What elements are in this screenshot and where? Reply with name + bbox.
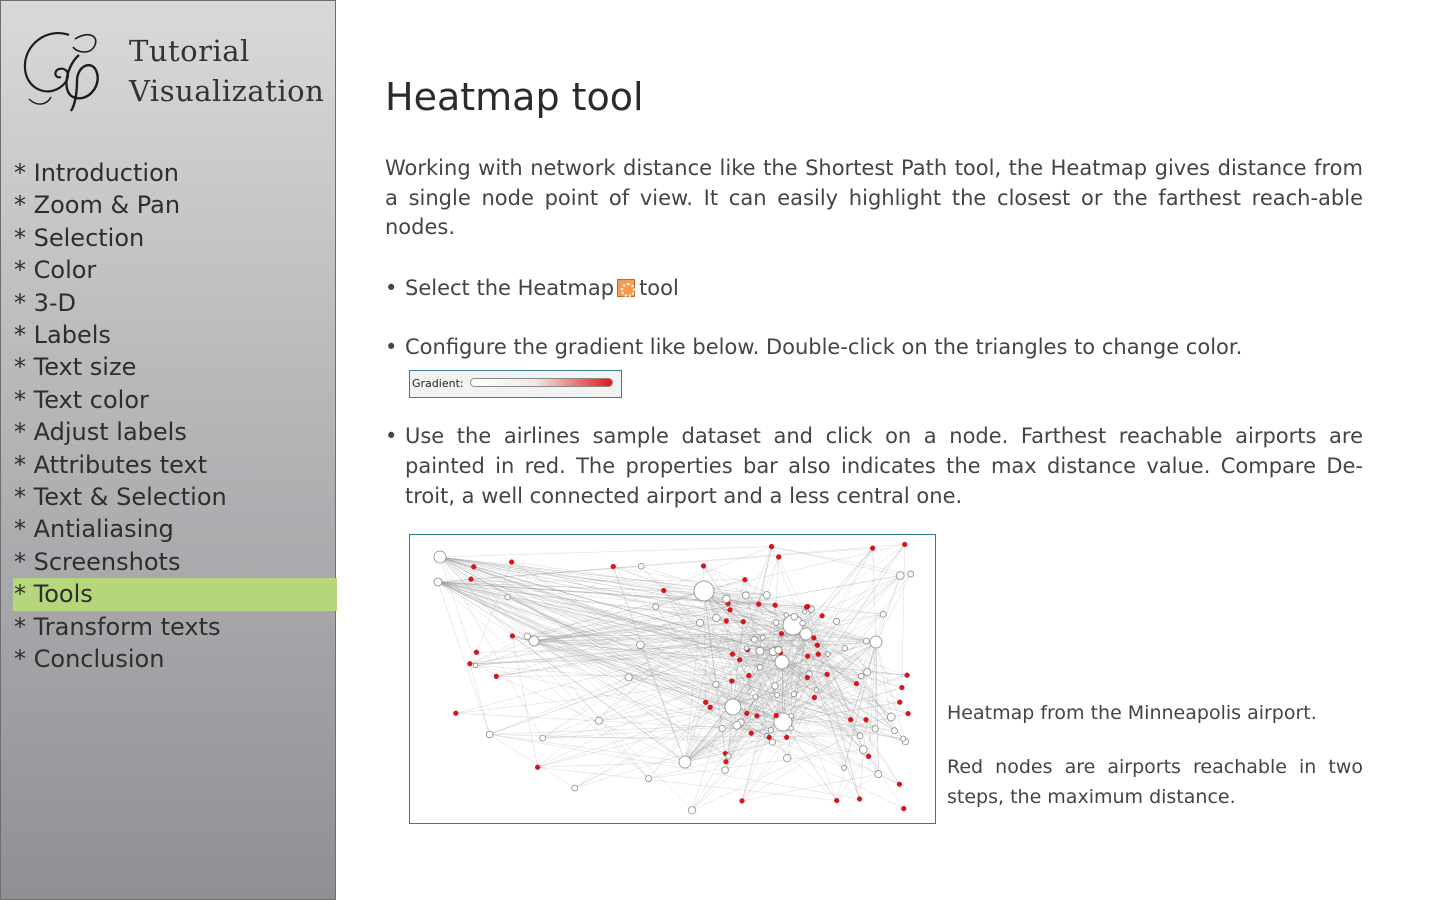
graph-node: [524, 633, 530, 639]
graph-node-red: [815, 643, 820, 648]
graph-node-red: [728, 608, 733, 613]
graph-node-red: [474, 650, 479, 655]
nav-item-text-size[interactable]: * Text size: [14, 353, 137, 382]
nav-item-tools[interactable]: * Tools: [13, 578, 337, 610]
graph-node-red: [730, 652, 735, 657]
graph-node: [434, 551, 446, 563]
gradient-label: Gradient:: [412, 377, 464, 390]
graph-node: [688, 807, 695, 814]
graph-node: [742, 592, 749, 599]
nav-item-text-selection[interactable]: * Text & Selection: [14, 483, 227, 512]
graph-node-red: [509, 560, 514, 565]
graph-node: [726, 754, 731, 759]
graph-node-red: [769, 544, 774, 549]
graph-edge: [742, 774, 878, 801]
logo-text-line1: Tutorial: [129, 34, 250, 68]
graph-node: [473, 663, 478, 668]
graph-node-red: [471, 564, 476, 569]
nav-item-adjust-labels[interactable]: * Adjust labels: [14, 418, 187, 447]
graph-node: [803, 609, 808, 614]
bullet2-text: Configure the gradient like below. Double-click on the triangles to change color.: [405, 335, 1243, 359]
tutorial-nav: [13, 157, 337, 676]
graph-node: [760, 635, 765, 640]
graph-node: [768, 727, 773, 732]
graph-node-red: [755, 714, 760, 719]
nav-item-text-color[interactable]: * Text color: [14, 385, 149, 414]
graph-node-red: [816, 652, 821, 657]
graph-edge: [508, 597, 733, 707]
bullet1-text-after: tool: [639, 276, 679, 300]
bullet-dot: •: [385, 335, 398, 359]
graph-node: [723, 595, 730, 602]
graph-node-red: [510, 634, 515, 639]
graph-node-red: [870, 546, 875, 551]
page-title: Heatmap tool: [385, 75, 644, 119]
graph-node: [751, 636, 757, 642]
graph-node-red: [744, 711, 749, 716]
graph-node-red: [740, 798, 745, 803]
graph-node-red: [902, 542, 907, 547]
graph-node: [872, 726, 878, 732]
graph-node: [637, 641, 645, 649]
intro-paragraph: Working with network distance like the Shortest Path tool, the Heatmap gives distance from a single node point of view. It can easily highlight the closest or the farthest reach-able nodes.: [385, 156, 1363, 239]
caption-red-nodes: Red nodes are airports reachable in two steps, the maximum distance.: [947, 756, 1363, 808]
graph-node: [595, 717, 602, 724]
nav-item-introduction[interactable]: * Introduction: [14, 159, 179, 187]
graph-node: [540, 735, 546, 741]
graph-node-red: [906, 711, 911, 716]
graph-node-red: [729, 679, 734, 684]
graph-node: [783, 754, 791, 762]
graph-node: [434, 578, 442, 586]
graph-node-red: [774, 713, 779, 718]
graph-node: [857, 733, 863, 739]
graph-edge: [814, 616, 822, 638]
logo-text-line2: Visualization: [129, 74, 325, 108]
graph-edge: [685, 714, 908, 762]
graph-node: [891, 728, 897, 734]
graph-node: [791, 613, 798, 620]
bullet-dot: •: [385, 276, 398, 300]
graph-node-red: [805, 654, 810, 659]
graph-node-red: [661, 588, 666, 593]
graph-node-red: [779, 631, 784, 636]
graph-node-red: [897, 782, 902, 787]
graph-node-red: [703, 700, 708, 705]
network-graph: [410, 535, 935, 823]
graph-node: [864, 669, 871, 676]
graph-node-red: [812, 636, 817, 641]
graph-edge: [490, 734, 575, 788]
graph-node: [638, 563, 644, 569]
graph-node-red: [467, 661, 472, 666]
graph-node: [763, 591, 770, 598]
graph-node: [719, 725, 725, 731]
graph-node-red: [535, 765, 540, 770]
graph-node-red: [899, 685, 904, 690]
graph-node: [744, 646, 748, 650]
graph-node-red: [742, 577, 747, 582]
gradient-settings-image: [409, 370, 622, 398]
graph-node: [756, 647, 764, 655]
graph-node: [791, 691, 796, 696]
graph-edge: [490, 734, 685, 762]
graph-node: [842, 645, 848, 651]
graph-node: [505, 594, 511, 600]
graph-node-red: [854, 681, 859, 686]
graph-node-red: [737, 657, 742, 662]
graph-edge: [876, 574, 911, 642]
graph-node: [800, 620, 806, 626]
graph-edge: [902, 544, 905, 687]
graph-node: [486, 731, 493, 738]
graph-node: [863, 638, 869, 644]
graph-node-red: [866, 754, 871, 759]
bullet1-text-before: Select the Heatmap: [405, 276, 615, 300]
graph-edge: [767, 736, 837, 801]
gephi-logo-icon: [17, 25, 109, 113]
graph-node-red: [834, 798, 839, 803]
graph-node-red: [469, 577, 474, 582]
graph-node: [775, 647, 782, 654]
graph-node: [870, 636, 882, 648]
graph-edge: [438, 582, 649, 779]
graph-node-red: [812, 695, 817, 700]
graph-node-red: [741, 619, 746, 624]
gradient-bar: [470, 378, 613, 387]
graph-node: [733, 721, 741, 729]
graph-node-red: [708, 705, 713, 710]
graph-node: [572, 785, 578, 791]
bullet-configure-gradient: [385, 332, 1363, 362]
nav-item-labels[interactable]: * Labels: [14, 321, 111, 350]
graph-node: [789, 726, 794, 731]
graph-node-red: [905, 673, 910, 678]
graph-edge: [440, 547, 772, 557]
graph-node-red: [805, 675, 810, 680]
graph-edge: [490, 734, 860, 799]
graph-edge: [438, 582, 629, 677]
graph-node: [713, 614, 720, 621]
graph-node: [842, 765, 847, 770]
sidebar: [0, 0, 336, 900]
graph-node-red: [494, 674, 499, 679]
graph-node-red: [825, 672, 830, 677]
graph-node: [875, 771, 882, 778]
heatmap-network-image: [409, 534, 936, 824]
graph-node: [800, 628, 812, 640]
graph-node: [772, 683, 778, 689]
logo-text: [129, 31, 324, 111]
graph-node: [896, 572, 904, 580]
nav-item-attributes-text[interactable]: * Attributes text: [14, 450, 208, 479]
nav-item-screenshots[interactable]: * Screenshots: [14, 547, 181, 576]
graph-node: [901, 736, 906, 741]
bullet-dot: •: [385, 424, 398, 448]
graph-node-red: [784, 735, 789, 740]
graph-node: [833, 618, 839, 624]
caption-minneapolis: Heatmap from the Minneapolis airport.: [947, 702, 1317, 724]
nav-item-3d[interactable]: * 3-D: [14, 288, 77, 317]
graph-node-red: [453, 711, 458, 716]
graph-node: [858, 673, 864, 679]
graph-node: [722, 767, 729, 774]
graph-edge: [876, 642, 878, 774]
graph-node: [814, 688, 819, 693]
graph-node: [713, 681, 719, 687]
graph-edge: [783, 722, 837, 801]
graph-node: [880, 611, 886, 617]
graph-node-red: [773, 603, 778, 608]
graph-edge: [534, 641, 844, 768]
graph-node: [653, 604, 659, 610]
graph-node: [625, 674, 632, 681]
heatmap-tool-icon: [617, 279, 635, 297]
graph-node-red: [701, 564, 706, 569]
graph-node: [769, 739, 775, 745]
graph-edge: [438, 582, 730, 610]
graph-node-red: [724, 618, 729, 623]
graph-node-red: [804, 605, 809, 610]
graph-edge: [440, 557, 692, 810]
bullet3-text: Use the airlines sample dataset and click on a node. Farthest reachable airports are painted in red. The properties bar also indicates the max distance value. Compare De-troit, a well connected airport and a less central one.: [405, 424, 1363, 508]
graph-node-red: [776, 555, 781, 560]
nav-item-transform-texts[interactable]: * Transform texts: [14, 612, 221, 641]
graph-node: [859, 746, 867, 754]
graph-node: [775, 655, 789, 669]
graph-edge: [470, 664, 490, 735]
graph-node-red: [864, 717, 869, 722]
graph-edge: [860, 750, 864, 799]
graph-edge: [543, 707, 733, 738]
graph-node: [697, 619, 704, 626]
graph-node-red: [820, 613, 825, 618]
graph-node: [679, 756, 691, 768]
graph-node-red: [611, 564, 616, 569]
nav-item-zoom-pan[interactable]: * Zoom & Pan: [14, 191, 181, 220]
graph-node: [887, 713, 895, 721]
graph-node-red: [746, 673, 751, 678]
graph-node-red: [901, 806, 906, 811]
graph-node-red: [897, 700, 902, 705]
graph-node-red: [724, 759, 729, 764]
graph-node: [775, 693, 780, 698]
graph-node: [789, 714, 793, 718]
graph-node-red: [749, 731, 754, 736]
nav-item-antialiasing[interactable]: * Antialiasing: [14, 515, 174, 544]
graph-node: [757, 665, 763, 671]
graph-node: [908, 571, 914, 577]
bullet-select-tool: [385, 273, 1363, 303]
nav-item-conclusion[interactable]: * Conclusion: [14, 645, 165, 674]
graph-node-red: [857, 797, 862, 802]
graph-edge: [704, 544, 905, 591]
graph-node-red: [848, 717, 853, 722]
graph-edge: [440, 557, 891, 717]
graph-node: [773, 620, 779, 626]
graph-node: [753, 694, 758, 699]
nav-item-color[interactable]: * Color: [14, 256, 97, 285]
bullet-airlines-dataset: [385, 421, 1363, 511]
graph-node: [826, 652, 831, 657]
graph-node-red: [756, 602, 761, 607]
graph-node: [646, 775, 652, 781]
graph-node: [784, 613, 788, 617]
nav-item-selection[interactable]: * Selection: [14, 223, 145, 252]
graph-node: [725, 699, 741, 715]
graph-edges: [438, 544, 911, 810]
graph-node: [694, 581, 714, 601]
